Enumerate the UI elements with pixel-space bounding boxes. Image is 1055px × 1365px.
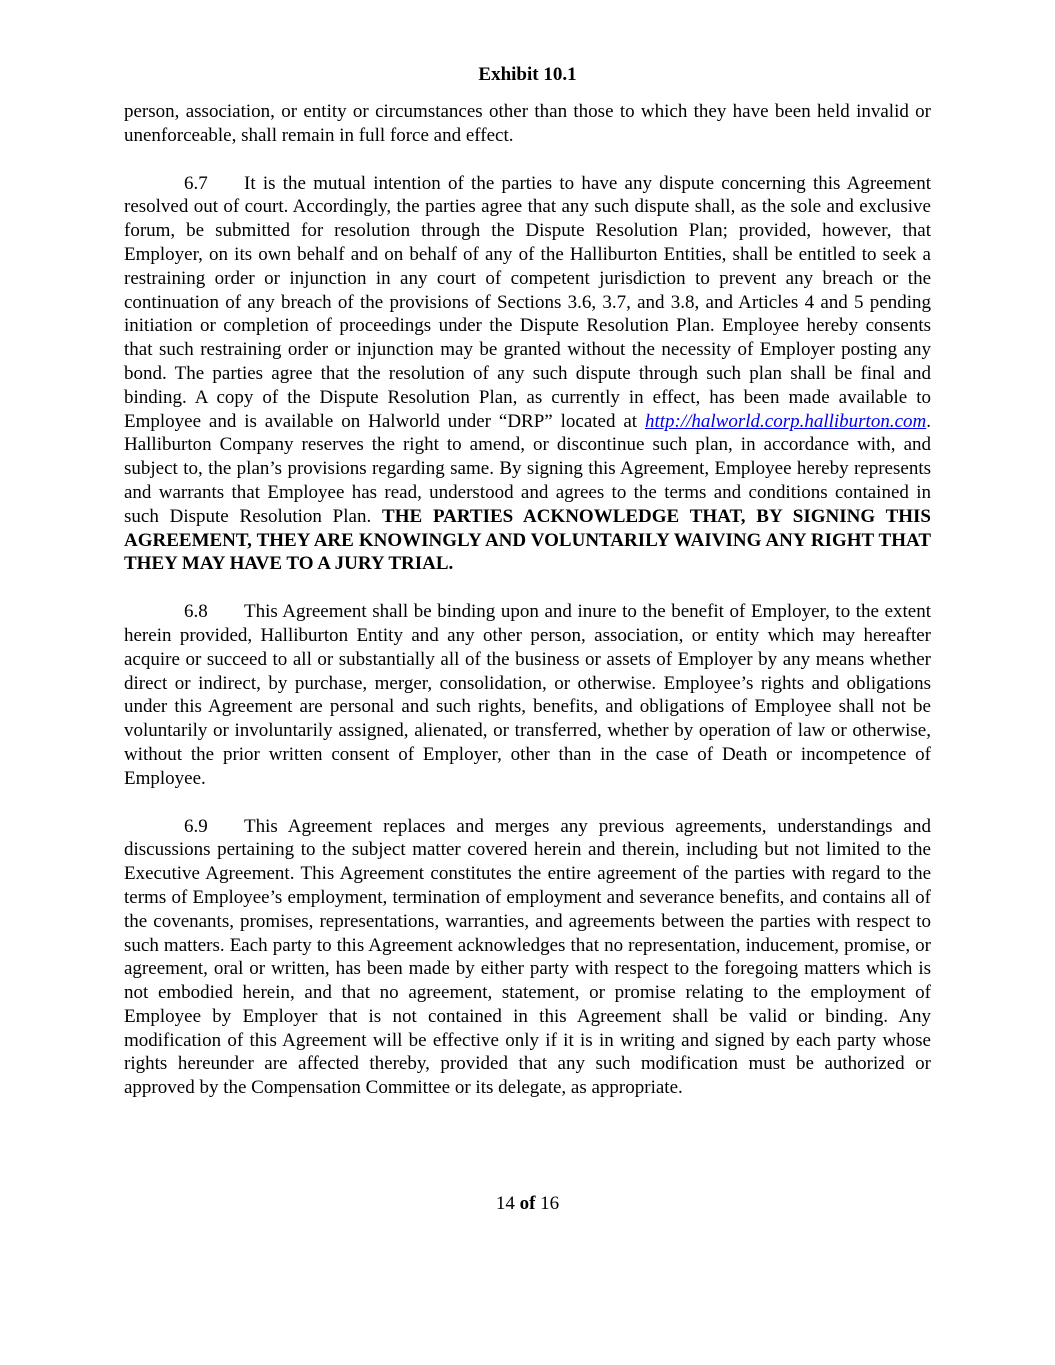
section-number: 6.8 (184, 601, 208, 623)
section-text-continued: . Halliburton Company reserves the right to amend, or discontinue such plan, in accordance with, and subject to, the plan’s provisions regarding same. By signing this Agreement, Employee hereby represents and warrants that Employee has read, understood and agrees to the terms and conditions contained in such Dispute Resolution Plan. (124, 410, 931, 527)
section-6-8-paragraph (124, 600, 931, 790)
section-text: It is the mutual intention of the parties to have any dispute concerning this Agreement resolved out of court. Accordingly, the parties agree that any such dispute shall, as the sole and exclusive forum, be submitted for resolution through the Dispute Resolution Plan; provided, however, that Employer, on its own behalf and on behalf of any of the Halliburton Entities, shall be entitled to seek a restraining order or injunction in any court of competent jurisdiction to prevent any breach or the continuation of any breach of the provisions of Sections 3.6, 3.7, and 3.8, and Articles 4 and 5 pending initiation or completion of proceedings under the Dispute Resolution Plan. Employee hereby consents that such restraining order or injunction may be granted without the necessity of Employer posting any bond. The parties agree that the resolution of any such dispute through such plan shall be final and binding. A copy of the Dispute Resolution Plan, as currently in effect, has been made available to Employee and is available on Halworld under “DRP” located at (124, 172, 931, 432)
halworld-link[interactable]: http://halworld.corp.halliburton.com (644, 410, 927, 432)
section-6-9-paragraph (124, 815, 931, 1101)
page-number: 14 (495, 1193, 515, 1214)
document-body (124, 100, 931, 1124)
section-number: 6.7 (184, 172, 208, 194)
page-total: 16 (540, 1193, 560, 1214)
section-6-7-paragraph (124, 172, 931, 577)
continuation-paragraph: person, association, or entity or circumstances other than those to which they have been held invalid or unenforceable, shall remain in full force and effect. (124, 101, 931, 146)
section-text: This Agreement replaces and merges any previous agreements, understandings and discussions pertaining to the subject matter covered herein and therein, including but not limited to the Executive Agreement. This Agreement constitutes the entire agreement of the parties with regard to the terms of Employee’s employment, termination of employment and severance benefits, and contains all of the covenants, promises, representations, warranties, and agreements between the parties with respect to such matters. Each party to this Agreement acknowledges that no representation, inducement, promise, or agreement, oral or written, has been made by either party with respect to the foregoing matters which is not embodied herein, and that no agreement, statement, or promise relating to the employment of Employee by Employer that is not contained in this Agreement shall be valid or binding. Any modification of this Agreement will be effective only if it is in writing and signed by each party whose rights hereunder are affected thereby, provided that any such modification must be authorized or approved by the Compensation Committee or its delegate, as appropriate. (124, 815, 931, 1099)
jury-waiver-notice: THE PARTIES ACKNOWLEDGE THAT, BY SIGNING THIS AGREEMENT, THEY ARE KNOWINGLY AND VOLUNTARILY WAIVING ANY RIGHT THAT THEY MAY HAVE TO A JURY TRIAL. (124, 505, 931, 575)
exhibit-header: Exhibit 10.1 (478, 64, 577, 85)
section-text: This Agreement shall be binding upon and inure to the benefit of Employer, to the extent herein provided, Halliburton Entity and any other person, association, or entity which may hereafter acquire or succeed to all or substantially all of the business or assets of Employer by any means whether direct or indirect, by purchase, merger, consolidation, or otherwise. Employee’s rights and obligations under this Agreement are personal and such rights, benefits, and obligations of Employee shall not be voluntarily or involuntarily assigned, alienated, or transferred, whether by operation of law or otherwise, without the prior written consent of Employer, other than in the case of Death or incompetence of Employee. (124, 601, 931, 789)
page-of-label: of (519, 1193, 536, 1214)
section-number: 6.9 (184, 815, 208, 837)
page-footer (0, 1193, 1055, 1215)
